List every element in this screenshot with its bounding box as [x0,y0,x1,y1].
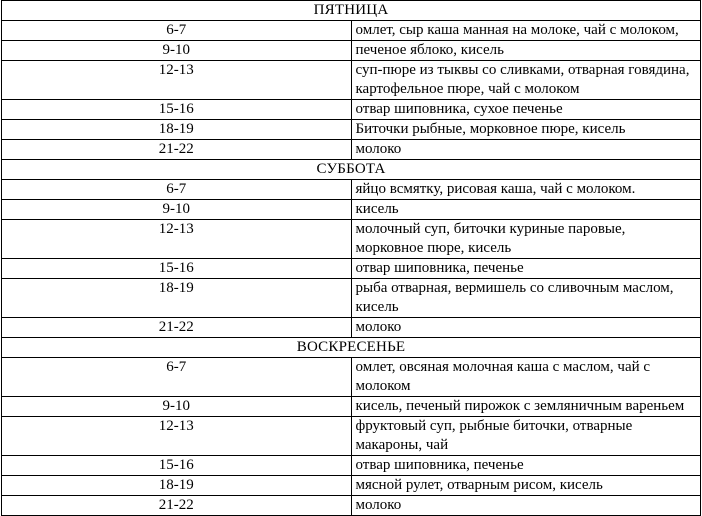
meal-time: 15-16 [2,100,352,120]
meal-row [2,120,701,140]
meal-row [2,140,701,160]
day-title: СУББОТА [2,160,701,180]
meal-row [2,417,701,456]
meal-time: 9-10 [2,41,352,61]
day-header-row [2,338,701,358]
meal-row [2,259,701,279]
meal-time: 21-22 [2,140,352,160]
meal-row [2,496,701,516]
meal-row [2,476,701,496]
meal-food: печеное яблоко, кисель [351,41,701,61]
meal-food: молоко [351,140,701,160]
meal-food: кисель [351,200,701,220]
meal-time: 9-10 [2,200,352,220]
meal-time: 18-19 [2,120,352,140]
meal-time: 15-16 [2,456,352,476]
meal-time: 12-13 [2,61,352,100]
day-header-row [2,1,701,21]
meal-food: отвар шиповника, сухое печенье [351,100,701,120]
meal-row [2,220,701,259]
meal-food: отвар шиповника, печенье [351,456,701,476]
meal-food: мясной рулет, отварным рисом, кисель [351,476,701,496]
meal-row [2,41,701,61]
meal-food: молочный суп, биточки куриные паровые, морковное пюре, кисель [351,220,701,259]
meal-food: рыба отварная, вермишель со сливочным маслом, кисель [351,279,701,318]
meal-food: Биточки рыбные, морковное пюре, кисель [351,120,701,140]
meal-food: омлет, овсяная молочная каша с маслом, чай с молоком [351,358,701,397]
meal-food: суп-пюре из тыквы со сливками, отварная говядина, картофельное пюре, чай с молоком [351,61,701,100]
meal-food: молоко [351,318,701,338]
meal-food: кисель, печеный пирожок с земляничным вареньем [351,397,701,417]
meal-row [2,100,701,120]
meal-time: 6-7 [2,21,352,41]
meal-time: 18-19 [2,279,352,318]
meal-row [2,61,701,100]
meal-food: яйцо всмятку, рисовая каша, чай с молоком. [351,180,701,200]
day-title: ПЯТНИЦА [2,1,701,21]
meal-time: 12-13 [2,220,352,259]
meal-time: 6-7 [2,358,352,397]
meal-time: 6-7 [2,180,352,200]
meal-time: 12-13 [2,417,352,456]
meal-row [2,318,701,338]
meal-time: 21-22 [2,496,352,516]
meal-row [2,180,701,200]
meal-time: 18-19 [2,476,352,496]
day-header-row [2,160,701,180]
meal-food: отвар шиповника, печенье [351,259,701,279]
meal-row [2,200,701,220]
menu-table [1,0,701,516]
meal-time: 21-22 [2,318,352,338]
meal-row [2,21,701,41]
meal-row [2,279,701,318]
meal-food: молоко [351,496,701,516]
meal-food: омлет, сыр каша манная на молоке, чай с молоком, [351,21,701,41]
meal-time: 15-16 [2,259,352,279]
meal-row [2,456,701,476]
meal-row [2,397,701,417]
menu-body [2,1,701,516]
meal-row [2,358,701,397]
meal-time: 9-10 [2,397,352,417]
meal-food: фруктовый суп, рыбные биточки, отварные макароны, чай [351,417,701,456]
day-title: ВОСКРЕСЕНЬЕ [2,338,701,358]
